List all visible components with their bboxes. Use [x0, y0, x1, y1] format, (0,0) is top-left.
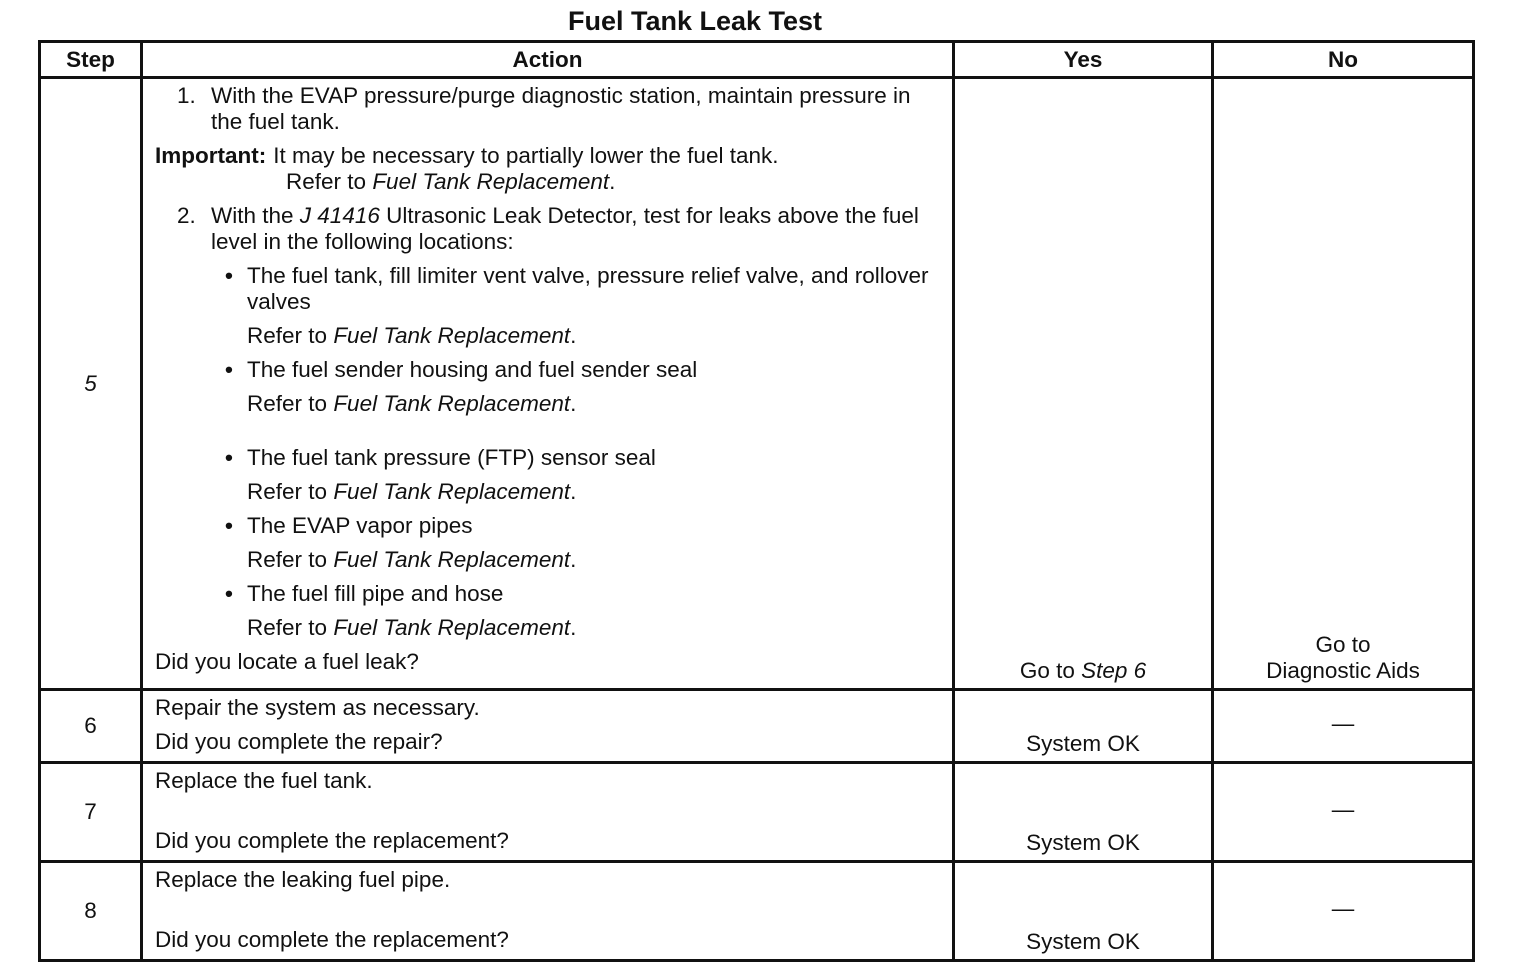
bullet-item: [225, 263, 942, 315]
refer-link[interactable]: Fuel Tank Replacement: [333, 479, 571, 504]
refer-link[interactable]: Fuel Tank Replacement: [333, 391, 571, 416]
bullet-item: [225, 357, 942, 383]
bullet-text: The fuel sender housing and fuel sender seal: [247, 357, 698, 382]
list-text: With the EVAP pressure/purge diagnostic station, maintain pressure in the fuel tank.: [211, 83, 911, 134]
refer-suffix: .: [570, 323, 577, 348]
step-number: 7: [40, 763, 142, 862]
action-text: Repair the system as necessary.: [155, 695, 480, 720]
refer-suffix: .: [609, 169, 616, 194]
refer-link[interactable]: Fuel Tank Replacement: [333, 615, 571, 640]
important-note: [155, 143, 942, 169]
yes-cell: System OK: [954, 763, 1213, 862]
step-number: 8: [40, 862, 142, 961]
action-cell: [142, 763, 954, 862]
refer-prefix: Refer to: [247, 391, 328, 416]
bullet-icon: •: [225, 357, 233, 382]
refer-line: [247, 391, 942, 417]
bullet-text: The EVAP vapor pipes: [247, 513, 473, 538]
question: Did you locate a fuel leak?: [155, 649, 419, 674]
refer-prefix: Refer to: [286, 169, 367, 194]
yes-cell: System OK: [954, 862, 1213, 961]
action-text: Replace the fuel tank.: [155, 768, 373, 793]
page-title: Fuel Tank Leak Test: [567, 6, 823, 36]
list-number: 1.: [177, 83, 196, 108]
list-item: [177, 203, 942, 255]
no-cell: —: [1213, 690, 1474, 763]
action-cell: [142, 862, 954, 961]
list-text-post: Ultrasonic Leak Detector, test for leaks above the fuel level in the following locations:: [211, 203, 919, 254]
refer-line: [247, 547, 942, 573]
bullet-text: The fuel fill pipe and hose: [247, 581, 504, 606]
table-row-step-7: [40, 763, 1474, 862]
header-step: Step: [40, 42, 142, 78]
table-row-step-5: [40, 78, 1474, 690]
tool-reference: J 41416: [299, 203, 380, 228]
header-yes: Yes: [954, 42, 1213, 78]
refer-suffix: .: [570, 391, 577, 416]
refer-suffix: .: [570, 615, 577, 640]
no-cell: [1213, 78, 1474, 690]
yes-cell: System OK: [954, 690, 1213, 763]
step-link[interactable]: Step 6: [1081, 658, 1147, 683]
no-cell: —: [1213, 763, 1474, 862]
list-item: [177, 83, 942, 135]
yes-prefix: Go to: [1019, 658, 1075, 683]
refer-link[interactable]: Fuel Tank Replacement: [333, 323, 571, 348]
refer-line: [247, 323, 942, 349]
no-cell: —: [1213, 862, 1474, 961]
question: Did you complete the repair?: [155, 729, 443, 754]
important-text: It may be necessary to partially lower the fuel tank.: [273, 143, 779, 168]
action-text: Replace the leaking fuel pipe.: [155, 867, 451, 892]
step-number: 5: [40, 78, 142, 690]
refer-line: [286, 169, 942, 195]
table-row-step-8: [40, 862, 1474, 961]
list-number: 2.: [177, 203, 196, 228]
important-label: Important:: [155, 143, 267, 168]
refer-prefix: Refer to: [247, 547, 328, 572]
no-line-1: Go to: [1315, 632, 1371, 657]
step-number: 6: [40, 690, 142, 763]
header-row: [40, 42, 1474, 78]
refer-prefix: Refer to: [247, 323, 328, 348]
diagnostic-aids-link[interactable]: Diagnostic Aids: [1266, 658, 1420, 683]
question: Did you complete the replacement?: [155, 828, 509, 853]
bullet-icon: •: [225, 513, 233, 538]
refer-prefix: Refer to: [247, 479, 328, 504]
bullet-icon: •: [225, 263, 233, 288]
refer-link[interactable]: Fuel Tank Replacement: [333, 547, 571, 572]
header-no: No: [1213, 42, 1474, 78]
diagnostic-table: [38, 40, 1475, 962]
refer-prefix: Refer to: [247, 615, 328, 640]
bullet-item: [225, 581, 942, 607]
bullet-icon: •: [225, 445, 233, 470]
table-row-step-6: [40, 690, 1474, 763]
refer-suffix: .: [570, 547, 577, 572]
refer-line: [247, 615, 942, 641]
bullet-item: [225, 513, 942, 539]
yes-cell: [954, 78, 1213, 690]
bullet-text: The fuel tank, fill limiter vent valve, pressure relief valve, and rollover valves: [247, 263, 929, 314]
bullet-text: The fuel tank pressure (FTP) sensor seal: [247, 445, 656, 470]
header-action: Action: [142, 42, 954, 78]
bullet-item: [225, 445, 942, 471]
bullet-icon: •: [225, 581, 233, 606]
refer-line: [247, 479, 942, 505]
refer-link[interactable]: Fuel Tank Replacement: [372, 169, 610, 194]
list-text-pre: With the: [211, 203, 294, 228]
list-text: [211, 203, 942, 255]
refer-suffix: .: [570, 479, 577, 504]
action-cell: [142, 690, 954, 763]
question: Did you complete the replacement?: [155, 927, 509, 952]
action-cell: [142, 78, 954, 690]
